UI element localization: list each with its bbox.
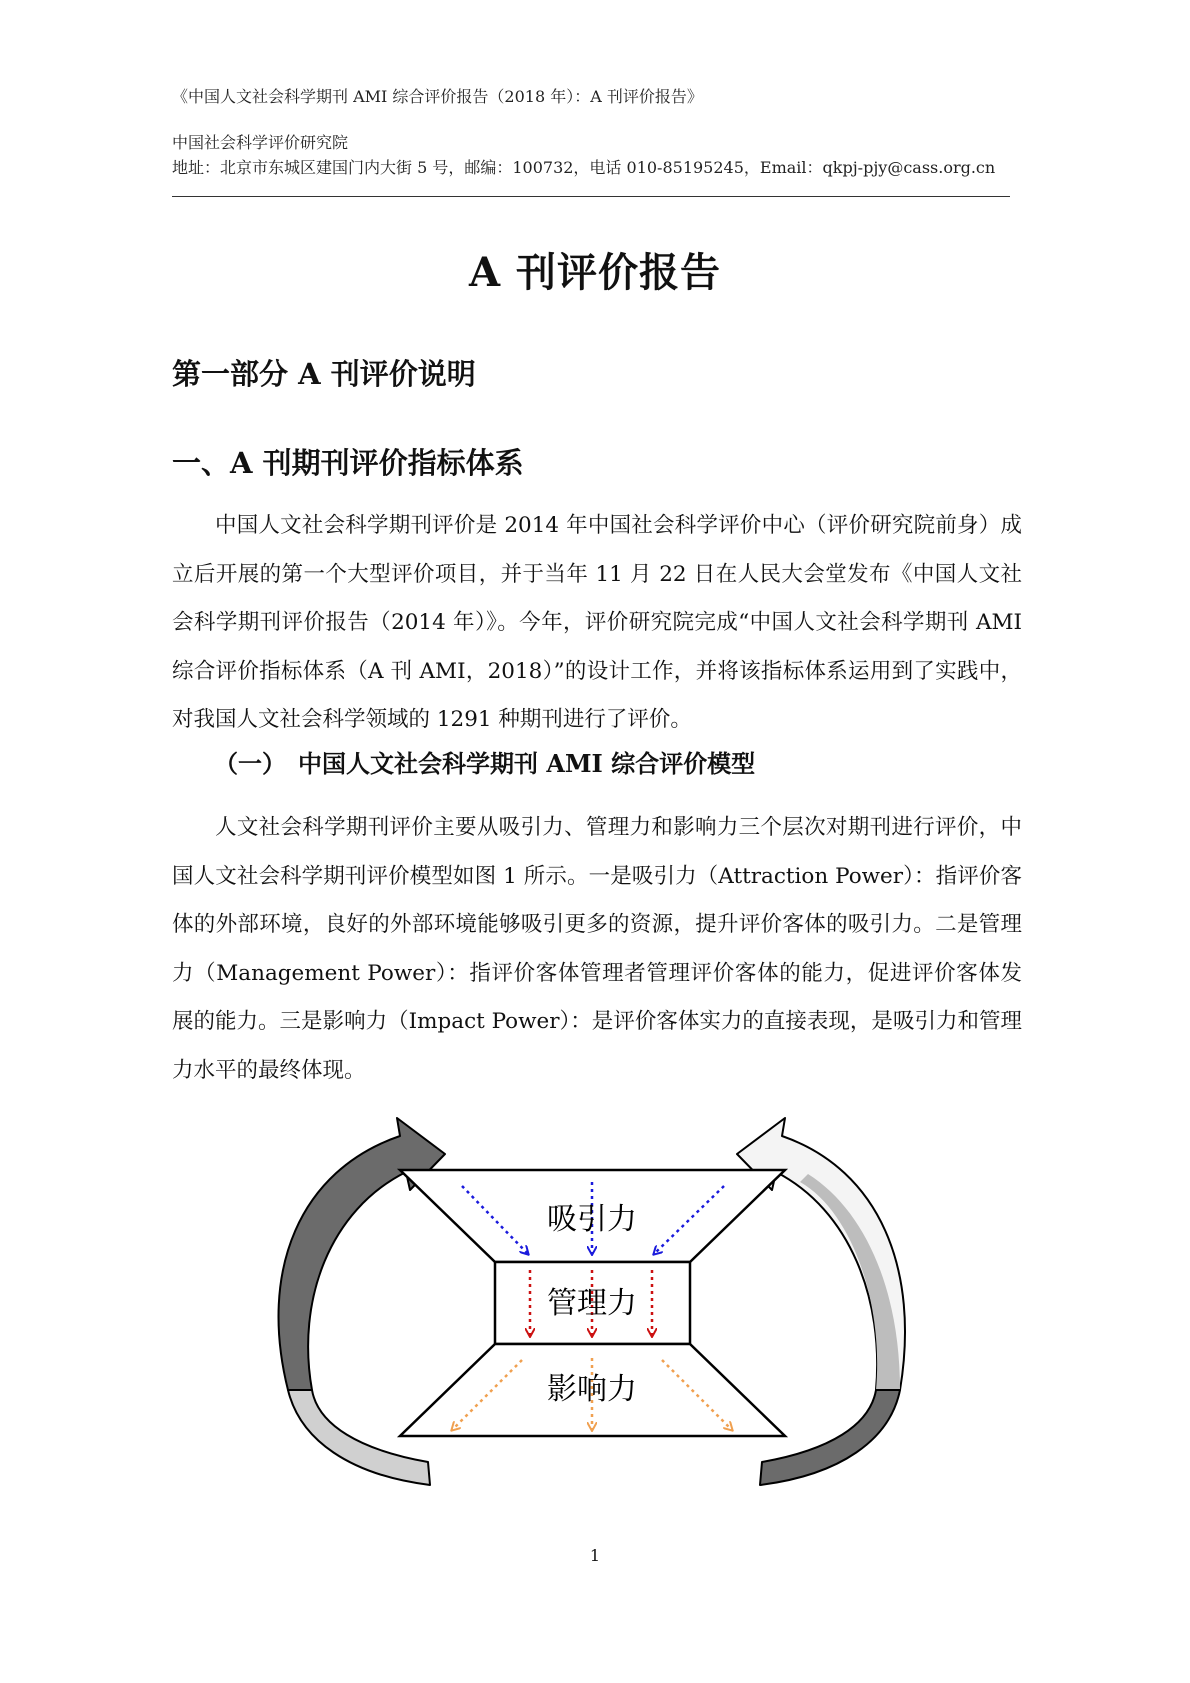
section-heading: 一、A 刊期刊评价指标体系 xyxy=(172,446,524,480)
page-number: 1 xyxy=(589,1546,601,1565)
attraction-label: 吸引力 xyxy=(547,1202,637,1237)
management-label: 管理力 xyxy=(547,1286,637,1321)
part-heading: 第一部分 A 刊评价说明 xyxy=(172,357,476,391)
ami-model-figure xyxy=(0,1090,1190,1510)
impact-label: 影响力 xyxy=(547,1372,637,1407)
cycle-arrow-upper-right xyxy=(737,1118,905,1390)
cycle-arrow-lower-right xyxy=(760,1390,900,1485)
subsection-heading xyxy=(214,747,755,781)
running-header-org: 中国社会科学评价研究院 xyxy=(172,133,349,152)
body-paragraph-1: 中国人文社会科学期刊评价是 2014 年中国社会科学评价中心（评价研究院前身）成立后开展的第一个大型评价项目，并于当年 11 月 22 日在人民大会堂发布《中国人文社会科学期刊评价报告（2014 年）》。今年，评价研究院完成“中国人文社会科学期刊 AMI 综合评价指标体系（A 刊 AMI，2018）”的设计工作，并将该指标体系运用到了实践中，对我国人文社会科学领域的 1291 种期刊进行了评价。 xyxy=(172,513,1022,732)
subsection-number: （一） xyxy=(214,749,286,778)
document-title: A 刊评价报告 xyxy=(469,249,721,296)
running-header-title: 《中国人文社会科学期刊 AMI 综合评价报告（2018 年）：A 刊评价报告》 xyxy=(172,87,703,106)
running-header-address: 地址：北京市东城区建国门内大街 5 号，邮编：100732，电话 010-85195245，Email：qkpj-pjy@cass.org.cn xyxy=(172,158,996,177)
cycle-arrow-upper-left xyxy=(278,1118,445,1390)
header-divider xyxy=(172,196,1010,197)
cycle-arrow-lower-left xyxy=(288,1390,430,1485)
subsection-title: 中国人文社会科学期刊 AMI 综合评价模型 xyxy=(298,749,756,778)
body-paragraph-2: 人文社会科学期刊评价主要从吸引力、管理力和影响力三个层次对期刊进行评价，中国人文社会科学期刊评价模型如图 1 所示。一是吸引力（Attraction Power）：指评价客体的外部环境，良好的外部环境能够吸引更多的资源，提升评价客体的吸引力。二是管理力（Management Power）：指评价客体管理者管理评价客体的能力，促进评价客体发展的能力。三是影响力（Impact Power）：是评价客体实力的直接表现，是吸引力和管理力水平的最终体现。 xyxy=(172,815,1022,1083)
